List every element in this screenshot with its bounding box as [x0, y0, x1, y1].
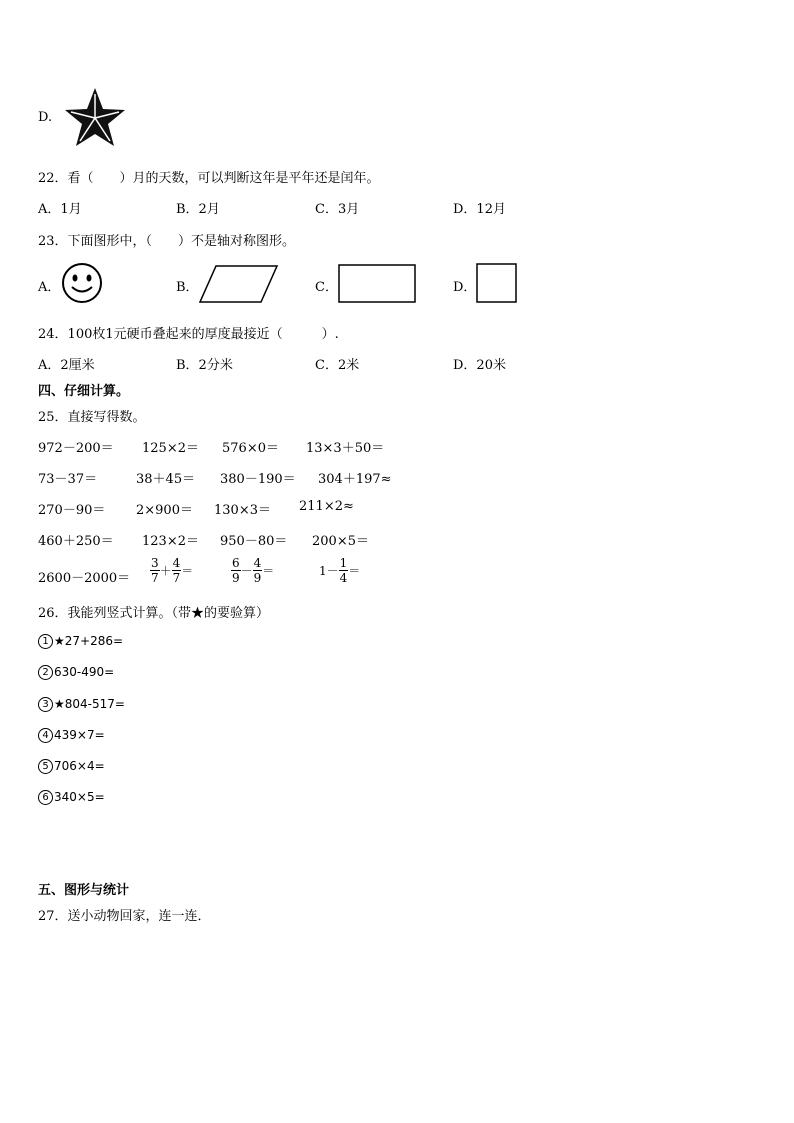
q23-question: 23．下面图形中，（ ）不是轴对称图形。: [38, 234, 296, 249]
calc-item: 2×900＝: [136, 503, 193, 518]
fraction-expression-a: $\frac{3}{7}$ ＋ $\frac{4}{7}$ ＝: [151, 556, 194, 585]
q27-question: 27．送小动物回家，连一连．: [38, 909, 211, 924]
calc-item: 380－190＝: [220, 472, 296, 487]
calc-item: 123×2＝: [142, 534, 199, 549]
square-icon: [476, 263, 518, 304]
calc-item: 304＋197≈: [318, 472, 392, 487]
calc-item: 972－200＝: [38, 441, 114, 456]
calc-item: 38＋45＝: [136, 472, 196, 487]
fraction-expression-c: 1－ $\frac{1}{4}$ ＝: [319, 556, 361, 585]
q26-item: 2 630-490=: [38, 665, 114, 680]
q26-question: 26．我能列竖式计算。（带★的要验算）: [38, 606, 270, 621]
section-5-title: 五、图形与统计: [38, 883, 130, 898]
smiley-face-icon: [61, 262, 103, 304]
calc-item: 200×5＝: [312, 534, 369, 549]
section-4-title: 四、仔细计算。: [38, 384, 130, 399]
q24-question: 24．100枚1元硬币叠起来的厚度最接近（ ）.: [38, 327, 339, 342]
rectangle-icon: [338, 264, 416, 304]
q26-item: 3 ★804-517=: [38, 697, 125, 712]
q24-option-c[interactable]: C．2米: [315, 358, 360, 373]
parallelogram-icon: [199, 264, 279, 304]
calc-item: 13×3＋50＝: [306, 441, 385, 456]
q26-item: 4 439×7=: [38, 728, 105, 743]
q22-option-d[interactable]: D．12月: [453, 202, 506, 217]
q23-option-c-label[interactable]: C．: [315, 280, 338, 295]
q26-item: 1 ★27+286=: [38, 634, 123, 649]
calc-item: 125×2＝: [142, 441, 199, 456]
q21-option-d-label: D.: [38, 110, 53, 125]
q26-item: 5 706×4=: [38, 759, 105, 774]
calc-item: 270－90＝: [38, 503, 106, 518]
calc-item: 73－37＝: [38, 472, 98, 487]
star-figure-icon: [62, 84, 128, 150]
q26-item: 6 340×5=: [38, 790, 105, 805]
q22-question: 22．看（ ）月的天数，可以判断这年是平年还是闰年。: [38, 171, 380, 186]
q24-option-a[interactable]: A．2厘米: [38, 358, 95, 373]
q23-option-a-label[interactable]: A．: [38, 280, 61, 295]
q24-option-b[interactable]: B．2分米: [176, 358, 233, 373]
fraction-expression-b: $\frac{6}{9}$ － $\frac{4}{9}$ ＝: [232, 556, 275, 585]
calc-item: 130×3＝: [214, 503, 271, 518]
calc-item: 211×2≈: [299, 499, 354, 514]
q23-option-b-label[interactable]: B．: [176, 280, 199, 295]
calc-item: 2600－2000＝: [38, 571, 131, 586]
q22-option-b[interactable]: B．2月: [176, 202, 220, 217]
q22-option-c[interactable]: C．3月: [315, 202, 360, 217]
calc-item: 576×0＝: [222, 441, 279, 456]
q22-option-a[interactable]: A．1月: [38, 202, 82, 217]
q25-question: 25．直接写得数。: [38, 410, 146, 425]
calc-item: 950－80＝: [220, 534, 288, 549]
calc-item: 460＋250＝: [38, 534, 114, 549]
q23-option-d-label[interactable]: D．: [453, 280, 477, 295]
q24-option-d[interactable]: D．20米: [453, 358, 506, 373]
